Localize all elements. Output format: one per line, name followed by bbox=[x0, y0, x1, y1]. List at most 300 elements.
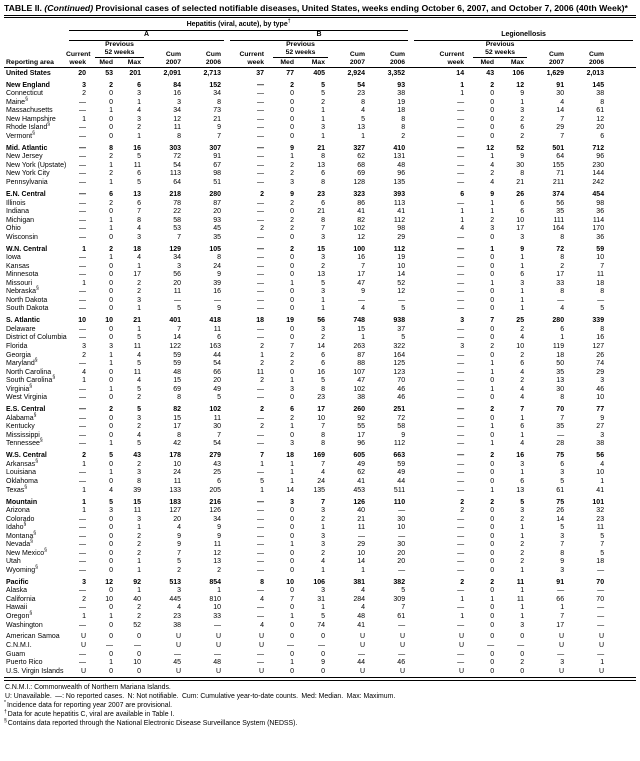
value-cell: U bbox=[215, 633, 221, 641]
value-cell: — bbox=[257, 549, 264, 557]
value-cell: 86 bbox=[357, 199, 365, 207]
table-row bbox=[4, 326, 636, 335]
value-cell: 712 bbox=[592, 144, 605, 152]
reporting-area-cell: North Carolina bbox=[6, 368, 52, 376]
value-cell: 96 bbox=[397, 170, 406, 178]
table-row bbox=[4, 432, 636, 441]
value-cell: 125 bbox=[393, 360, 406, 368]
value-cell: 69 bbox=[357, 170, 365, 178]
value-cell: 8 bbox=[361, 98, 365, 106]
value-cell: 70 bbox=[596, 595, 605, 603]
value-cell: 9 bbox=[600, 414, 605, 422]
reporting-area-header: Reporting area bbox=[4, 41, 66, 67]
value-cell: 263 bbox=[353, 343, 365, 351]
value-cell: 3,352 bbox=[387, 69, 406, 77]
value-cell: 0 bbox=[109, 604, 113, 612]
value-cell: 5 bbox=[401, 305, 406, 313]
value-cell: 2 bbox=[560, 262, 565, 270]
value-cell: — bbox=[457, 440, 465, 448]
current-week-header: Current week bbox=[411, 41, 470, 67]
reporting-area-cell: Pacific bbox=[6, 578, 29, 586]
value-cell: 1 bbox=[520, 532, 525, 540]
value-cell: 0 bbox=[109, 650, 113, 658]
value-cell: 0 bbox=[290, 549, 294, 557]
value-cell: 6 bbox=[520, 360, 525, 368]
value-cell: 35 bbox=[556, 423, 565, 431]
table-row bbox=[4, 604, 636, 613]
value-cell: — bbox=[597, 296, 605, 304]
value-cell: U bbox=[459, 667, 465, 675]
value-cell: 4 bbox=[321, 558, 325, 566]
value-cell: 3 bbox=[137, 90, 141, 98]
value-cell: 48 bbox=[173, 368, 181, 376]
value-cell: 1 bbox=[321, 604, 325, 612]
value-cell: — bbox=[457, 179, 465, 187]
value-cell: 7 bbox=[600, 541, 605, 549]
value-cell: — bbox=[457, 233, 465, 241]
value-cell: 7 bbox=[177, 549, 181, 557]
value-cell: 0 bbox=[290, 621, 294, 629]
value-cell: 1 bbox=[490, 199, 495, 207]
value-cell: — bbox=[457, 279, 465, 287]
value-cell: 107 bbox=[353, 368, 365, 376]
value-cell: 2 bbox=[137, 279, 141, 287]
value-cell: 15 bbox=[357, 325, 365, 333]
value-cell: 1 bbox=[137, 566, 141, 574]
value-cell: 1 bbox=[260, 460, 264, 468]
reporting-area-cell: Maine§ bbox=[6, 96, 28, 106]
value-cell: 1 bbox=[490, 440, 495, 448]
reporting-area-cell: United States bbox=[6, 69, 51, 77]
value-cell: 3 bbox=[520, 279, 525, 287]
value-cell: — bbox=[79, 124, 86, 132]
value-cell: 28 bbox=[556, 440, 565, 448]
value-cell: 0 bbox=[490, 507, 495, 515]
value-cell: U bbox=[80, 633, 86, 641]
value-cell: 1 bbox=[82, 377, 86, 385]
reporting-area-cell: Tennessee§ bbox=[6, 438, 43, 448]
value-cell: — bbox=[257, 296, 264, 304]
value-cell: 4 bbox=[137, 377, 141, 385]
value-cell: 279 bbox=[209, 452, 221, 460]
value-cell: 0 bbox=[290, 124, 294, 132]
value-cell: — bbox=[398, 532, 406, 540]
value-cell: 1 bbox=[290, 460, 294, 468]
value-cell: 34 bbox=[173, 107, 181, 115]
value-cell: 170 bbox=[592, 225, 605, 233]
value-cell: 15 bbox=[133, 498, 141, 506]
value-cell: — bbox=[174, 296, 181, 304]
value-cell: 453 bbox=[353, 486, 365, 494]
value-cell: 55 bbox=[357, 423, 365, 431]
spacer-cell bbox=[4, 20, 66, 31]
value-cell: 10 bbox=[213, 604, 221, 612]
value-cell: 2 bbox=[520, 377, 525, 385]
value-cell: 59 bbox=[173, 360, 181, 368]
value-cell: 40 bbox=[133, 595, 141, 603]
value-cell: 2 bbox=[290, 351, 294, 359]
value-cell: — bbox=[457, 325, 465, 333]
value-cell: 1 bbox=[109, 107, 113, 115]
value-cell: 3 bbox=[520, 233, 525, 241]
value-cell: 102 bbox=[353, 385, 365, 393]
value-cell: 0 bbox=[490, 325, 495, 333]
value-cell: 33 bbox=[556, 279, 565, 287]
value-cell: 14 bbox=[556, 515, 565, 523]
value-cell: 8 bbox=[401, 124, 406, 132]
value-cell: 211 bbox=[552, 179, 565, 187]
value-cell: U bbox=[459, 642, 465, 650]
value-cell: — bbox=[457, 254, 465, 262]
value-cell: 9 bbox=[560, 558, 565, 566]
value-cell: 40 bbox=[357, 507, 365, 515]
value-cell: 145 bbox=[592, 81, 605, 89]
value-cell: — bbox=[257, 394, 264, 402]
reporting-area-cell: S. Atlantic bbox=[6, 317, 40, 325]
footnote-section: §Contains data reported through the National Electronic Disease Surveillance System (NEDSS). bbox=[4, 718, 298, 728]
value-cell: 6 bbox=[290, 406, 294, 414]
value-cell: 501 bbox=[552, 144, 565, 152]
table-title bbox=[4, 3, 636, 14]
value-cell: 91 bbox=[556, 578, 565, 586]
value-cell: 131 bbox=[393, 153, 406, 161]
value-cell: 14 bbox=[286, 486, 294, 494]
value-cell: 9 bbox=[217, 271, 221, 279]
value-cell: U bbox=[359, 642, 365, 650]
value-cell: 445 bbox=[169, 595, 181, 603]
value-cell: — bbox=[597, 613, 605, 620]
value-cell: 5 bbox=[321, 90, 325, 98]
value-cell: 4 bbox=[137, 225, 141, 233]
value-cell: 0 bbox=[490, 532, 495, 540]
value-cell: 382 bbox=[393, 578, 406, 586]
value-cell: 1 bbox=[460, 208, 465, 216]
value-cell: 30 bbox=[397, 541, 406, 549]
value-cell: — bbox=[557, 650, 565, 658]
value-cell: 3 bbox=[290, 498, 294, 506]
value-cell: 17 bbox=[556, 271, 565, 279]
value-cell: 6 bbox=[560, 460, 565, 468]
value-cell: — bbox=[457, 541, 465, 549]
value-cell: 2 bbox=[490, 498, 495, 506]
value-cell: 17 bbox=[317, 406, 325, 414]
table-row bbox=[4, 630, 636, 642]
value-cell: 3 bbox=[290, 385, 294, 393]
value-cell: — bbox=[257, 144, 264, 152]
value-cell: 0 bbox=[290, 633, 294, 641]
value-cell: 75 bbox=[556, 452, 565, 460]
value-cell: 98 bbox=[213, 170, 221, 178]
hepatitis-footnote-marker: † bbox=[287, 19, 291, 26]
value-cell: 2 bbox=[490, 170, 495, 178]
value-cell: — bbox=[79, 524, 86, 532]
table-continued-note: (Continued) bbox=[44, 3, 94, 13]
value-cell: 1 bbox=[321, 296, 325, 304]
value-cell: 20 bbox=[397, 549, 406, 557]
value-cell: — bbox=[457, 334, 465, 342]
value-cell: 0 bbox=[109, 667, 113, 675]
group-b-header: B bbox=[227, 31, 411, 41]
value-cell: U bbox=[599, 667, 605, 675]
value-cell: 0 bbox=[109, 296, 113, 304]
value-cell: 1 bbox=[361, 566, 365, 574]
value-cell: — bbox=[287, 642, 294, 650]
value-cell: 35 bbox=[556, 368, 565, 376]
value-cell: — bbox=[79, 107, 86, 115]
value-cell: 6 bbox=[137, 199, 141, 207]
value-cell: 1 bbox=[290, 279, 294, 287]
value-cell: 101 bbox=[592, 498, 605, 506]
value-cell: 4 bbox=[560, 98, 565, 106]
value-cell: 3 bbox=[321, 288, 325, 296]
spacer-cell bbox=[411, 20, 636, 31]
value-cell: U bbox=[258, 667, 264, 675]
value-cell: — bbox=[214, 621, 221, 629]
table-row bbox=[4, 386, 636, 395]
value-cell: 14 bbox=[397, 271, 406, 279]
value-cell: 2 bbox=[109, 81, 113, 89]
reporting-area-cell: Wyoming§ bbox=[6, 564, 38, 574]
value-cell: 44 bbox=[213, 351, 221, 359]
value-cell: 1 bbox=[109, 179, 113, 187]
value-cell: 27 bbox=[596, 423, 605, 431]
value-cell: 34 bbox=[173, 254, 181, 262]
value-cell: 26 bbox=[556, 507, 565, 515]
value-cell: 0 bbox=[520, 667, 525, 675]
value-cell: 20 bbox=[596, 124, 605, 132]
value-cell: — bbox=[79, 98, 86, 106]
value-cell: 46 bbox=[397, 659, 406, 667]
value-cell: 0 bbox=[290, 334, 294, 342]
table-row bbox=[4, 668, 636, 677]
value-cell: 2 bbox=[460, 578, 465, 586]
value-cell: 3 bbox=[520, 507, 525, 515]
value-cell: 4 bbox=[260, 621, 264, 629]
value-cell: 36 bbox=[596, 208, 605, 216]
value-cell: 0 bbox=[290, 431, 294, 439]
value-cell: 13 bbox=[133, 190, 141, 198]
value-cell: 127 bbox=[169, 507, 181, 515]
value-cell: 1 bbox=[560, 604, 565, 612]
value-cell: 42 bbox=[173, 440, 181, 448]
value-cell: 8 bbox=[137, 478, 141, 486]
value-cell: 9 bbox=[217, 305, 221, 313]
value-cell: — bbox=[79, 406, 86, 414]
value-cell: U bbox=[215, 667, 221, 675]
table-row bbox=[4, 423, 636, 432]
value-cell: 73 bbox=[213, 107, 221, 115]
value-cell: — bbox=[597, 621, 605, 629]
reporting-area-cell: North Dakota bbox=[6, 296, 48, 304]
value-cell: 48 bbox=[213, 659, 221, 667]
value-cell: 0 bbox=[490, 124, 495, 132]
table-row bbox=[4, 90, 636, 99]
value-cell: — bbox=[79, 650, 86, 658]
table-row bbox=[4, 271, 636, 280]
subgroup-row bbox=[4, 31, 636, 41]
value-cell: 4 bbox=[460, 225, 465, 233]
value-cell: — bbox=[457, 650, 465, 658]
value-cell: 105 bbox=[209, 245, 221, 253]
value-cell: 20 bbox=[213, 377, 221, 385]
value-cell: — bbox=[79, 587, 86, 595]
value-cell: 1 bbox=[109, 254, 113, 262]
value-cell: — bbox=[457, 107, 465, 115]
value-cell: 11 bbox=[596, 524, 605, 532]
value-cell: 39 bbox=[213, 279, 221, 287]
value-cell: 2 bbox=[137, 423, 141, 431]
value-cell: 13 bbox=[213, 558, 221, 566]
value-cell: 1 bbox=[137, 262, 141, 270]
value-cell: 135 bbox=[313, 486, 325, 494]
value-cell: 0 bbox=[290, 558, 294, 566]
value-cell: 0 bbox=[109, 524, 113, 532]
value-cell: 0 bbox=[109, 279, 113, 287]
value-cell: 26 bbox=[596, 351, 605, 359]
value-cell: — bbox=[597, 587, 605, 595]
value-cell: 43 bbox=[213, 460, 221, 468]
table-row bbox=[4, 162, 636, 171]
value-cell: 1 bbox=[321, 524, 325, 532]
value-cell: 12 bbox=[213, 549, 221, 557]
value-cell: 4 bbox=[361, 305, 365, 313]
table-row bbox=[4, 188, 636, 200]
value-cell: 3 bbox=[321, 541, 325, 549]
table-row bbox=[4, 394, 636, 403]
table-row bbox=[4, 596, 636, 605]
table-row bbox=[4, 67, 636, 78]
value-cell: 8 bbox=[109, 144, 113, 152]
value-cell: 43 bbox=[486, 69, 495, 77]
value-cell: 67 bbox=[213, 161, 221, 169]
value-cell: 5 bbox=[361, 115, 365, 123]
value-cell: 10 bbox=[596, 469, 605, 477]
value-cell: 9 bbox=[177, 532, 181, 540]
value-cell: 59 bbox=[173, 351, 181, 359]
value-cell: — bbox=[257, 107, 264, 115]
value-cell: 10 bbox=[516, 343, 525, 351]
value-cell: 34 bbox=[213, 90, 221, 98]
value-cell: 8 bbox=[600, 98, 605, 106]
value-cell: 1 bbox=[321, 115, 325, 123]
table-row bbox=[4, 507, 636, 516]
value-cell: 6 bbox=[321, 360, 325, 368]
value-cell: 21 bbox=[317, 208, 325, 216]
value-cell: 0 bbox=[490, 377, 495, 385]
value-cell: 21 bbox=[317, 144, 325, 152]
value-cell: 3 bbox=[137, 115, 141, 123]
value-cell: — bbox=[214, 296, 221, 304]
value-cell: 14 bbox=[456, 69, 465, 77]
value-cell: 4 bbox=[490, 179, 495, 187]
value-cell: 5 bbox=[137, 360, 141, 368]
value-cell: 9 bbox=[520, 245, 525, 253]
value-cell: 1 bbox=[290, 541, 294, 549]
footnote-dagger: †Data for acute hepatitis C, viral are available in Table I. bbox=[4, 708, 175, 719]
value-cell: 13 bbox=[357, 124, 365, 132]
value-cell: 2 bbox=[520, 549, 525, 557]
value-cell: — bbox=[79, 469, 86, 477]
value-cell: 20 bbox=[213, 208, 221, 216]
med-header: Med bbox=[470, 58, 500, 68]
reporting-area-cell: Kentucky bbox=[6, 423, 35, 431]
value-cell: 102 bbox=[353, 225, 365, 233]
table-row bbox=[4, 487, 636, 496]
value-cell: 1 bbox=[82, 460, 86, 468]
value-cell: 16 bbox=[133, 144, 141, 152]
value-cell: 8 bbox=[177, 132, 181, 140]
table-row bbox=[4, 133, 636, 142]
value-cell: 13 bbox=[516, 486, 525, 494]
value-cell: 18 bbox=[286, 452, 294, 460]
value-cell: 2,091 bbox=[163, 69, 181, 77]
value-cell: 37 bbox=[256, 69, 264, 77]
reporting-area-cell: Guam bbox=[6, 650, 26, 658]
table-row bbox=[4, 208, 636, 217]
value-cell: 61 bbox=[556, 486, 565, 494]
value-cell: 3 bbox=[321, 325, 325, 333]
value-cell: 58 bbox=[397, 423, 406, 431]
value-cell: 133 bbox=[169, 486, 181, 494]
value-cell: 0 bbox=[290, 208, 294, 216]
value-cell: 11 bbox=[173, 124, 181, 132]
value-cell: — bbox=[257, 81, 264, 89]
value-cell: 16 bbox=[317, 368, 325, 376]
value-cell: 0 bbox=[109, 98, 113, 106]
value-cell: 2 bbox=[321, 334, 325, 342]
value-cell: 87 bbox=[357, 351, 365, 359]
value-cell: 34 bbox=[213, 515, 221, 523]
value-cell: U bbox=[80, 642, 86, 650]
table-row bbox=[4, 567, 636, 576]
value-cell: 0 bbox=[490, 271, 495, 279]
value-cell: 8 bbox=[321, 385, 325, 393]
value-cell: 4 bbox=[520, 368, 525, 376]
current-week-header: Current week bbox=[227, 41, 270, 67]
value-cell: 2 bbox=[260, 423, 264, 431]
value-cell: 8 bbox=[560, 549, 565, 557]
max-header: Max bbox=[300, 58, 331, 68]
value-cell: 4 bbox=[137, 351, 141, 359]
reporting-area-cell: Illinois bbox=[6, 199, 26, 207]
value-cell: — bbox=[457, 532, 465, 540]
value-cell: 0 bbox=[137, 650, 141, 658]
value-cell: — bbox=[457, 486, 465, 494]
value-cell: 15 bbox=[173, 377, 181, 385]
value-cell: 3 bbox=[490, 225, 495, 233]
value-cell: 38 bbox=[173, 621, 181, 629]
value-cell: 11 bbox=[516, 595, 525, 603]
value-cell: 16 bbox=[596, 334, 605, 342]
value-cell: 3 bbox=[137, 469, 141, 477]
value-cell: — bbox=[457, 406, 465, 414]
value-cell: 2 bbox=[137, 541, 141, 549]
value-cell: — bbox=[257, 566, 264, 574]
reporting-area-cell: Missouri bbox=[6, 279, 33, 287]
value-cell: 1 bbox=[137, 132, 141, 140]
value-cell: 1 bbox=[460, 613, 465, 620]
value-cell: 1 bbox=[137, 558, 141, 566]
value-cell: 112 bbox=[393, 216, 406, 224]
value-cell: 3 bbox=[321, 532, 325, 540]
value-cell: 2 bbox=[82, 595, 86, 603]
value-cell: 62 bbox=[357, 469, 365, 477]
table-row bbox=[4, 334, 636, 343]
reporting-area-cell: Florida bbox=[6, 343, 28, 351]
table-row bbox=[4, 288, 636, 297]
value-cell: 1 bbox=[520, 587, 525, 595]
value-cell: 8 bbox=[600, 325, 605, 333]
